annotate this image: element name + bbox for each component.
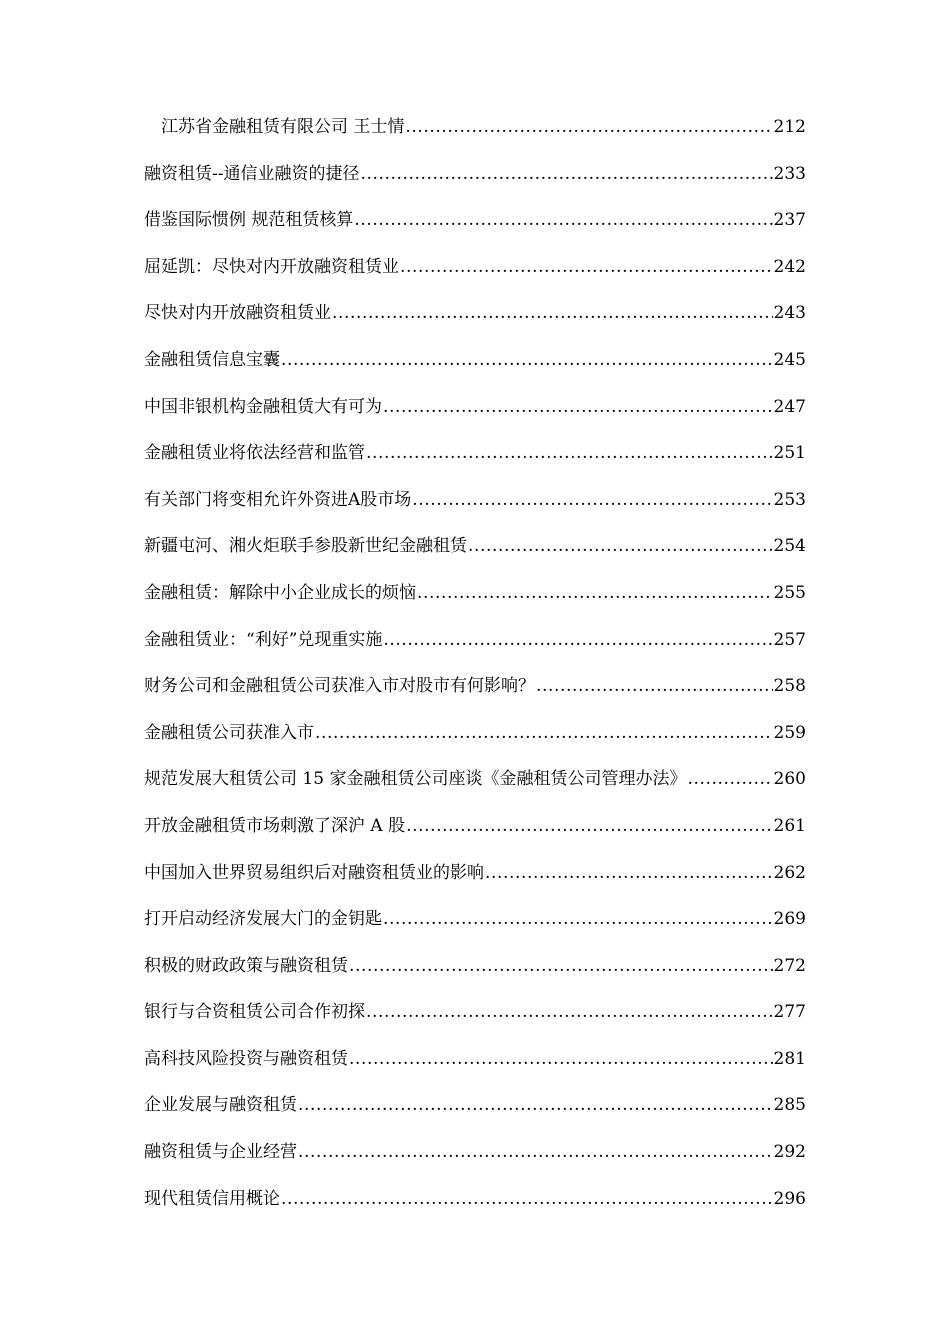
toc-entry-page: 251: [773, 443, 806, 464]
toc-dot-leader: [405, 110, 772, 144]
toc-dot-leader: [298, 1135, 773, 1169]
toc-dot-leader: [406, 809, 772, 843]
toc-dot-leader: [366, 436, 773, 470]
toc-dot-leader: [383, 623, 772, 657]
toc-entry[interactable]: [144, 343, 806, 390]
toc-entry-page: 247: [773, 396, 806, 417]
toc-dot-leader: [281, 343, 773, 377]
toc-entry-page: 260: [773, 769, 806, 790]
toc-dot-leader: [412, 483, 772, 517]
toc-entry-page: 254: [773, 536, 806, 557]
toc-dot-leader: [383, 390, 773, 424]
toc-entry-page: 243: [773, 303, 806, 324]
toc-dot-leader: [687, 762, 772, 796]
toc-entry-title: 有关部门将变相允许外资进A股市场: [144, 489, 412, 510]
toc-entry[interactable]: [144, 949, 806, 996]
toc-dot-leader: [383, 902, 773, 936]
toc-entry[interactable]: [144, 902, 806, 949]
toc-entry-title: 积极的财政政策与融资租赁: [144, 955, 348, 976]
toc-entry-title: 财务公司和金融租赁公司获准入市对股市有何影响？: [144, 676, 535, 697]
toc-dot-leader: [536, 669, 773, 703]
toc-entry[interactable]: [144, 436, 806, 483]
toc-entry-title: 打开启动经济发展大门的金钥匙: [144, 909, 382, 930]
toc-entry-title: 银行与合资租赁公司合作初探: [144, 1002, 365, 1023]
toc-entry[interactable]: [144, 1182, 806, 1229]
toc-entry-page: 262: [773, 862, 806, 883]
toc-entry-page: 257: [773, 629, 806, 650]
toc-dot-leader: [361, 157, 773, 191]
toc-entry[interactable]: [144, 809, 806, 856]
toc-entry-page: 285: [773, 1095, 806, 1116]
toc-entry-page: 255: [773, 582, 806, 603]
table-of-contents: [144, 110, 806, 1228]
toc-dot-leader: [366, 995, 773, 1029]
toc-entry-title: 融资租赁--通信业融资的捷径: [144, 163, 360, 184]
toc-entry-title: 规范发展大租赁公司 15 家金融租赁公司座谈《金融租赁公司管理办法》: [144, 769, 687, 790]
toc-entry[interactable]: [144, 1135, 806, 1182]
toc-entry-page: 245: [773, 349, 806, 370]
toc-entry[interactable]: [144, 296, 806, 343]
toc-entry[interactable]: [144, 716, 806, 763]
toc-dot-leader: [417, 576, 773, 610]
toc-entry-title: 高科技风险投资与融资租赁: [144, 1048, 348, 1069]
toc-entry-page: 296: [773, 1188, 806, 1209]
toc-entry-page: 259: [773, 722, 806, 743]
toc-dot-leader: [349, 1042, 773, 1076]
toc-dot-leader: [298, 1088, 773, 1122]
toc-dot-leader: [332, 296, 773, 330]
toc-dot-leader: [281, 1182, 773, 1216]
toc-dot-leader: [354, 203, 772, 237]
toc-entry[interactable]: [144, 623, 806, 670]
toc-entry[interactable]: [144, 995, 806, 1042]
toc-entry[interactable]: [144, 390, 806, 437]
toc-entry-title: 金融租赁业：“利好”兑现重实施: [144, 629, 383, 650]
toc-entry-title: 尽快对内开放融资租赁业: [144, 303, 331, 324]
toc-entry-page: 237: [773, 210, 806, 231]
toc-entry-title: 金融租赁信息宝囊: [144, 349, 280, 370]
toc-entry-title: 中国加入世界贸易组织后对融资租赁业的影响: [144, 862, 484, 883]
toc-entry-page: 253: [773, 489, 806, 510]
toc-entry-title: 现代租赁信用概论: [144, 1188, 280, 1209]
toc-entry-page: 277: [773, 1002, 806, 1023]
toc-entry[interactable]: [144, 110, 806, 157]
toc-entry-title: 新疆屯河、湘火炬联手参股新世纪金融租赁: [144, 536, 467, 557]
toc-entry[interactable]: [144, 1088, 806, 1135]
toc-dot-leader: [349, 949, 773, 983]
toc-entry[interactable]: [144, 762, 806, 809]
toc-entry[interactable]: [144, 576, 806, 623]
toc-entry-title: 江苏省金融租赁有限公司 王士情: [161, 117, 405, 137]
toc-entry[interactable]: [144, 529, 806, 576]
toc-entry-title: 金融租赁：解除中小企业成长的烦恼: [144, 582, 416, 603]
toc-dot-leader: [400, 250, 773, 284]
toc-entry-page: 272: [773, 955, 806, 976]
toc-entry-title: 开放金融租赁市场刺激了深沪 A 股: [144, 815, 406, 836]
toc-dot-leader: [468, 529, 773, 563]
toc-dot-leader: [485, 856, 773, 890]
toc-entry[interactable]: [144, 856, 806, 903]
toc-entry-page: 233: [773, 163, 806, 184]
toc-entry[interactable]: [144, 203, 806, 250]
toc-entry-page: 212: [773, 117, 806, 137]
toc-entry[interactable]: [144, 1042, 806, 1089]
toc-entry-page: 281: [773, 1048, 806, 1069]
toc-entry[interactable]: [144, 157, 806, 204]
toc-entry-title: 融资租赁与企业经营: [144, 1142, 297, 1163]
toc-entry-title: 金融租赁业将依法经营和监管: [144, 443, 365, 464]
toc-entry-page: 258: [773, 676, 806, 697]
toc-entry-page: 292: [773, 1142, 806, 1163]
toc-entry[interactable]: [144, 669, 806, 716]
toc-entry-page: 261: [773, 815, 806, 836]
toc-entry-page: 269: [773, 909, 806, 930]
toc-entry-page: 242: [773, 256, 806, 277]
toc-entry-title: 中国非银机构金融租赁大有可为: [144, 396, 382, 417]
toc-entry-title: 金融租赁公司获准入市: [144, 722, 314, 743]
toc-dot-leader: [315, 716, 773, 750]
toc-entry-title: 屈延凯：尽快对内开放融资租赁业: [144, 256, 399, 277]
toc-entry-title: 借鉴国际惯例 规范租赁核算: [144, 210, 354, 231]
toc-entry[interactable]: [144, 250, 806, 297]
toc-entry-title: 企业发展与融资租赁: [144, 1095, 297, 1116]
toc-entry[interactable]: [144, 483, 806, 530]
